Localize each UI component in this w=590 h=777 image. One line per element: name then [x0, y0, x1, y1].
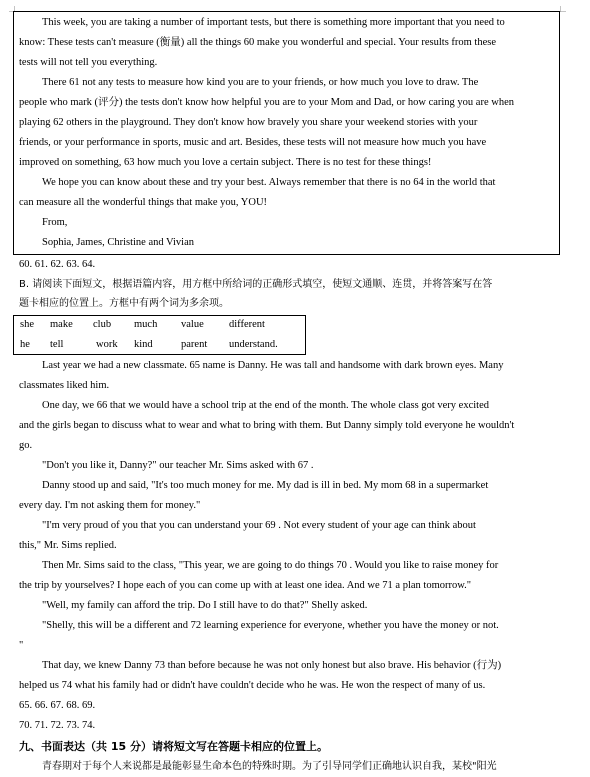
- passage-b-p2-line2: and the girls began to discuss what to wear and what to bring with them. But Danny simply told everyone he wouldn't: [19, 420, 515, 431]
- word-box-item: understand.: [229, 339, 278, 350]
- passage-b-p1-line1: Last year we had a new classmate. 65 name is Danny. He was tall and handsome with dark brown eyes. Many: [42, 360, 504, 371]
- passage-b-p8-line1: "Shelly, this will be a different and 72 learning experience for everyone, whether you have the money or not.: [42, 620, 499, 631]
- passage-a-p3-line1: We hope you can know about these and try your best. Always remember that there is no 64 in the world that: [42, 177, 496, 188]
- word-box-item: different: [229, 319, 265, 330]
- passage-b-p4-line1: Danny stood up and said, "It's too much money for me. My dad is ill in bed. My mom 68 in a supermarket: [42, 480, 489, 491]
- passage-b-p3-line1: "Don't you like it, Danny?" our teacher Mr. Sims asked with 67 .: [42, 460, 314, 471]
- passage-a-signature: Sophia, James, Christine and Vivian: [42, 237, 194, 248]
- word-box-item: kind: [134, 339, 153, 350]
- passage-b-p9-line2: helped us 74 what his family had or didn't have couldn't decide who he was. He won the respect of many of us.: [19, 680, 486, 691]
- word-box-item: tell: [50, 339, 64, 350]
- passage-a-p1-line3: tests will not tell you everything.: [19, 57, 158, 68]
- passage-b-p5-line1: "I'm very proud of you that you can understand your 69 . Not every student of your age can think about: [42, 520, 476, 531]
- passage-a-p2-line5: improved on something, 63 how much you love a certain subject. There is no test for these things!: [19, 157, 432, 168]
- passage-a-p1-line2: know: These tests can't measure (衡量) all the things 60 make you wonderful and special. Your results from these: [19, 37, 497, 48]
- passage-a-p2-line3: playing 62 others in the playground. They don't know how bravely you share your weekend stories with your: [19, 117, 478, 128]
- passage-a-p3-line2: can measure all the wonderful things that make you, YOU!: [19, 197, 268, 208]
- section-b-instructions-line2: 题卡相应的位置上。方框中有两个词为多余项。: [19, 298, 229, 309]
- passage-a-p1-line1: This week, you are taking a number of important tests, but there is something more important that you need to: [42, 17, 505, 28]
- section-nine-heading: 九、书面表达（共 15 分）请将短文写在答题卡相应的位置上。: [19, 740, 328, 753]
- passage-b-p8-line2: ": [19, 640, 24, 651]
- passage-b-p1-line2: classmates liked him.: [19, 380, 110, 391]
- word-box-item: parent: [181, 339, 208, 350]
- passage-b-p6-line1: Then Mr. Sims said to the class, "This year, we are going to do things 70 . Would you like to raise money for: [42, 560, 499, 571]
- crop-mark-top-right: [560, 6, 566, 12]
- section-b-instructions-line1: B. 请阅读下面短文，根据语篇内容，用方框中所给词的正确形式填空，使短文通顺、连贯，并将答案写在答: [19, 279, 493, 290]
- word-box-item: club: [93, 319, 112, 330]
- answers-b-70-74: 70. 71. 72. 73. 74.: [19, 720, 96, 731]
- passage-a-p2-line4: friends, or your performance in sports, music and art. Besides, these tests will not measure how much you have: [19, 137, 487, 148]
- word-box-item: much: [134, 319, 158, 330]
- word-box-item: she: [20, 319, 34, 330]
- passage-a-p2-line2: people who mark (评分) the tests don't know how helpful you are to your Mom and Dad, or how caring you are when: [19, 97, 514, 108]
- word-box-item: work: [96, 339, 118, 350]
- word-box-item: make: [50, 319, 73, 330]
- passage-a-closing: From,: [42, 217, 68, 228]
- passage-b-p7-line1: "Well, my family can afford the trip. Do I still have to do that?" Shelly asked.: [42, 600, 368, 611]
- word-box-item: he: [20, 339, 30, 350]
- passage-b-p9-line1: That day, we knew Danny 73 than before because he was not only honest but also brave. His behavior (行为): [42, 660, 502, 671]
- answers-a: 60. 61. 62. 63. 64.: [19, 259, 96, 270]
- answers-b-65-69: 65. 66. 67. 68. 69.: [19, 700, 96, 711]
- passage-b-p2-line1: One day, we 66 that we would have a school trip at the end of the month. The whole class got very excited: [42, 400, 489, 411]
- passage-b-p5-line2: this," Mr. Sims replied.: [19, 540, 117, 551]
- word-box-item: value: [181, 319, 204, 330]
- section-nine-intro: 青春期对于每个人来说都是最能彰显生命本色的特殊时期。为了引导同学们正确地认识自我，某校"阳光: [42, 761, 497, 772]
- passage-b-p6-line2: the trip by yourselves? I hope each of you can come up with at least one idea. And we 71 a plan tomorrow.": [19, 580, 472, 591]
- passage-b-p2-line3: go.: [19, 440, 33, 451]
- passage-a-p2-line1: There 61 not any tests to measure how kind you are to your friends, or how much you love to draw. The: [42, 77, 479, 88]
- passage-b-p4-line2: every day. I'm not asking them for money.": [19, 500, 201, 511]
